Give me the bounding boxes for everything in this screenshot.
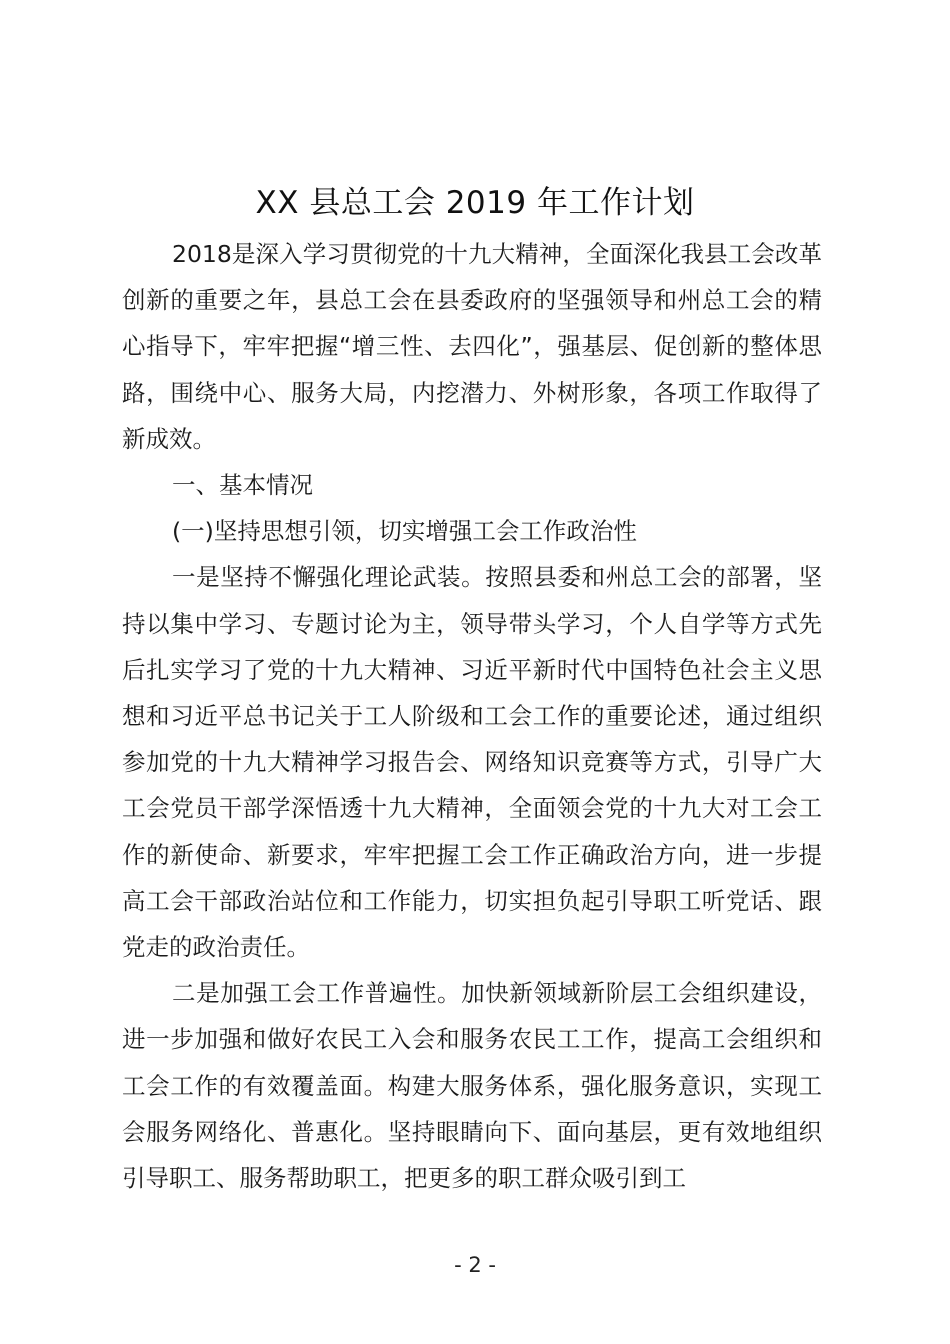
- document-title: XX 县总工会 2019 年工作计划: [255, 185, 695, 221]
- paragraph-theory-study: 一是坚持不懈强化理论武装。按照县委和州总工会的部署，坚持以集中学习、专题讨论为主，领导带头学习，个人自学等方式先后扎实学习了党的十九大精神、习近平新时代中国特色社会主义思想和习近平总书记关于工人阶级和工会工作的重要论述，通过组织参加党的十九大精神学习报告会、网络知识竞赛等方式，引导广大工会党员干部学深悟透十九大精神，全面领会党的十九大对工会工作的新使命、新要求，牢牢把握工会工作正确政治方向，进一步提高工会干部政治站位和工作能力，切实担负起引导职工听党话、跟党走的政治责任。: [122, 563, 822, 962]
- page-number: - 2 -: [454, 1253, 496, 1277]
- paragraph-union-universality: 二是加强工会工作普遍性。加快新领域新阶层工会组织建设，进一步加强和做好农民工入会和服务农民工工作，提高工会组织和工会工作的有效覆盖面。构建大服务体系，强化服务意识，实现工会服务网络化、普惠化。坚持眼睛向下、面向基层，更有效地组织引导职工、服务帮助职工，把更多的职工群众吸引到工: [122, 979, 822, 1193]
- subsection-heading-ideological-guidance: (一)坚持思想引领，切实增强工会工作政治性: [172, 517, 637, 546]
- section-heading-basic-situation: 一、基本情况: [172, 471, 313, 500]
- intro-paragraph: 2018是深入学习贯彻党的十九大精神，全面深化我县工会改革创新的重要之年，县总工会在县委政府的坚强领导和州总工会的精心指导下，牢牢把握“增三性、去四化”，强基层、促创新的整体思路，围绕中心、服务大局，内挖潜力、外树形象，各项工作取得了新成效。: [122, 240, 822, 453]
- document-body: [122, 231, 822, 1201]
